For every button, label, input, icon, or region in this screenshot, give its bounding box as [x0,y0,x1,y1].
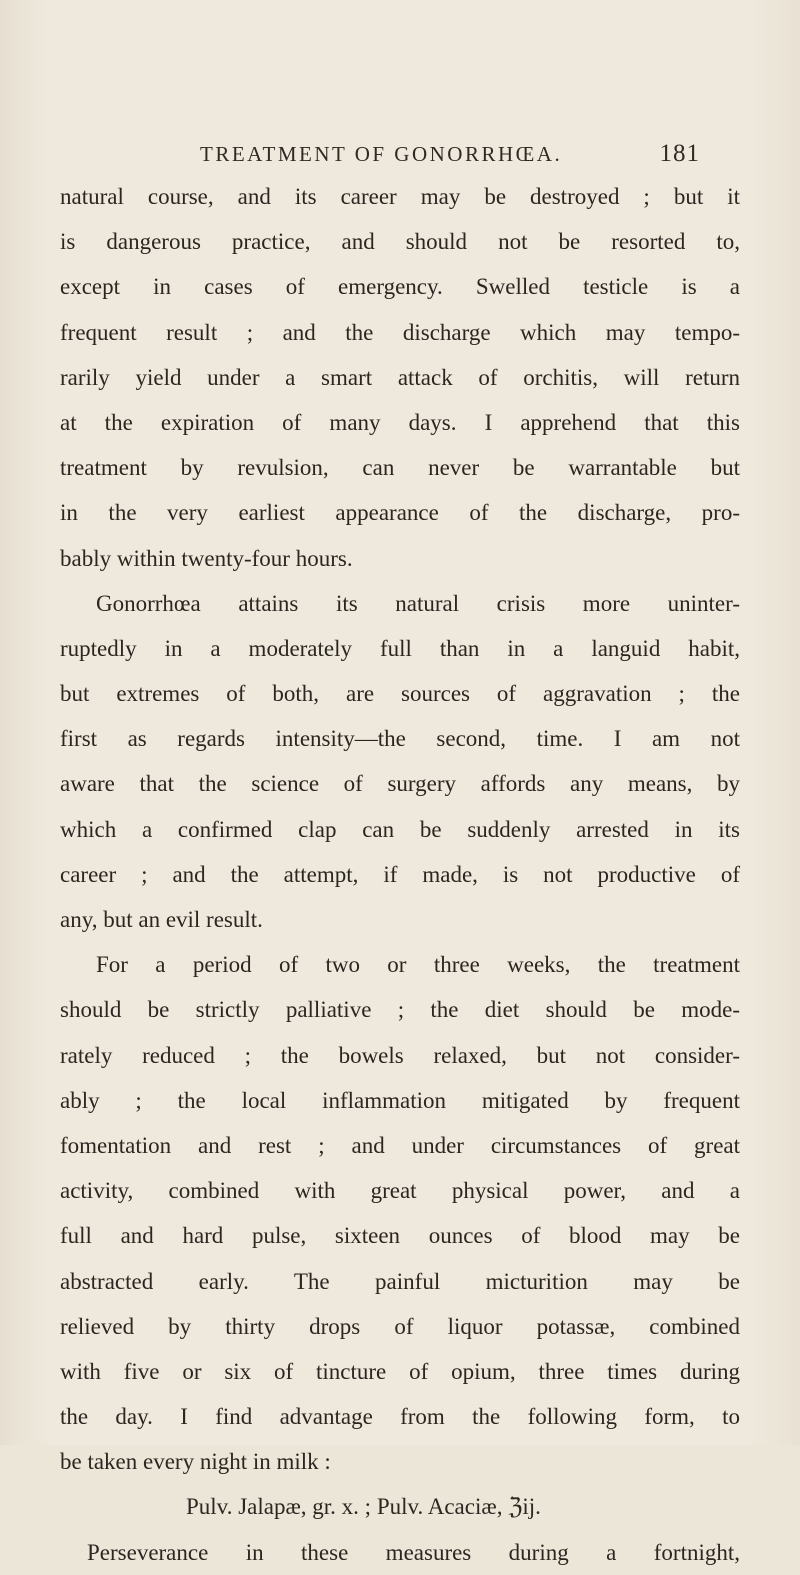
text-line: career ; and the attempt, if made, is not productive of [60,861,740,887]
text-line: abstracted early. The painful micturition may be [60,1268,740,1294]
running-head [200,140,700,174]
text-line: the day. I find advantage from the following form, to [60,1404,740,1430]
text-line: rately reduced ; the bowels relaxed, but not consider- [60,1042,740,1068]
text-line: aware that the science of surgery affords any means, by [60,771,740,797]
text-line: at the expiration of many days. I apprehend that this [60,409,740,435]
text-line: rarily yield under a smart attack of orchitis, will return [60,364,740,390]
text-line: is dangerous practice, and should not be resorted to, [60,229,740,255]
text-line: bably within twenty-four hours. [60,545,353,571]
text-line: but extremes of both, are sources of aggravation ; the [60,681,740,707]
text-line: first as regards intensity—the second, time. I am not [60,726,740,752]
body-text [60,174,800,1575]
paragraph-start-line: Perseverance in these measures during a fortnight, [87,1539,740,1565]
text-line: frequent result ; and the discharge which may tempo- [60,319,740,345]
text-line: treatment by revulsion, can never be warrantable but [60,455,740,481]
text-line: fomentation and rest ; and under circumstances of great [60,1132,740,1158]
paragraph-start-line: Gonorrhœa attains its natural crisis more uninter- [96,590,740,616]
text-line: relieved by thirty drops of liquor potassæ, combined [60,1313,740,1339]
text-line: should be strictly palliative ; the diet should be mode- [60,997,740,1023]
text-line: ably ; the local inflammation mitigated by frequent [60,1087,740,1113]
text-line: activity, combined with great physical power, and a [60,1178,740,1204]
page-number: 181 [659,140,700,167]
text-line: natural course, and its career may be destroyed ; but it [60,184,740,209]
prescription-formula: Pulv. Jalapæ, gr. x. ; Pulv. Acaciæ, ℨij. [186,1494,541,1520]
text-line: full and hard pulse, sixteen ounces of blood may be [60,1223,740,1249]
paragraph-start-line: For a period of two or three weeks, the treatment [96,952,740,978]
text-line: any, but an evil result. [60,907,263,932]
text-line: with five or six of tincture of opium, three times during [60,1358,740,1384]
text-line: except in cases of emergency. Swelled testicle is a [60,274,740,300]
text-line: in the very earliest appearance of the discharge, pro- [60,500,740,526]
text-line: be taken every night in milk : [60,1449,331,1475]
running-title: TREATMENT OF GONORRHŒA. [200,142,563,166]
text-line: which a confirmed clap can be suddenly arrested in its [60,816,740,842]
text-line: ruptedly in a moderately full than in a languid habit, [60,635,740,661]
